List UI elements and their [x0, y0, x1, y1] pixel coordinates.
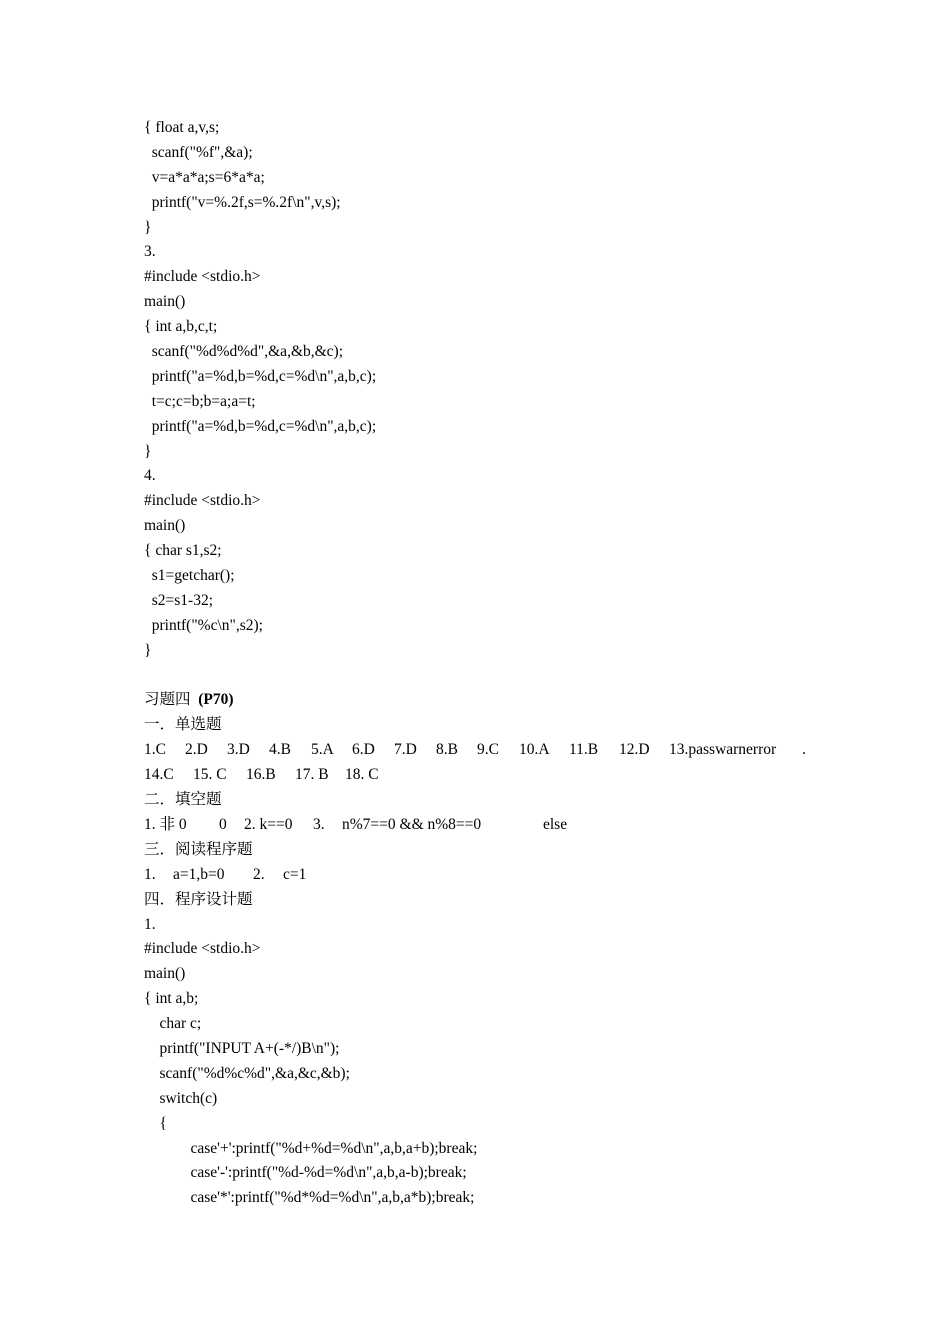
answer: 11.B — [569, 741, 599, 759]
code-line: { int a,b,c,t; — [144, 318, 218, 336]
answer: 1.C — [144, 741, 166, 759]
answer: 15. C — [193, 766, 227, 784]
code-line: case'+':printf("%d+%d=%d\n",a,b,a+b);break; — [144, 1139, 478, 1157]
exercise-heading — [144, 688, 864, 713]
code-line: scanf("%d%d%d",&a,&b,&c); — [144, 343, 344, 361]
answer: 2. — [253, 865, 265, 883]
answer: 12.D — [619, 741, 650, 759]
answer: 0 — [219, 815, 227, 833]
code-line: printf("%c\n",s2); — [144, 616, 263, 634]
code-line: scanf("%f",&a); — [144, 143, 253, 161]
answer: 16.B — [246, 766, 276, 784]
code-line: char c; — [144, 1015, 202, 1033]
code-line: v=a*a*a;s=6*a*a; — [144, 168, 265, 186]
code-line: } — [144, 218, 152, 236]
fill-answers-row — [144, 813, 864, 838]
section-2-title: 二．填空题 — [144, 791, 222, 809]
mc-answers-row-2 — [144, 763, 864, 788]
answer: 9.C — [477, 741, 499, 759]
answer: 1. 非 0 — [144, 815, 187, 833]
section-3-title: 三．阅读程序题 — [144, 840, 253, 858]
code-line: main() — [144, 517, 186, 535]
code-line: printf("a=%d,b=%d,c=%d\n",a,b,c); — [144, 367, 377, 385]
exercise-page-ref: (P70) — [198, 691, 234, 709]
item-4-label: 4. — [144, 467, 156, 485]
answer: 13.passwarnerror — [669, 741, 777, 759]
answer: 7.D — [394, 741, 417, 759]
design-item-1-label: 1. — [144, 915, 156, 933]
answer: 2. k==0 — [244, 815, 293, 833]
answer: 3.D — [227, 741, 250, 759]
code-line: t=c;c=b;b=a;a=t; — [144, 392, 256, 410]
answer: 10.A — [519, 741, 550, 759]
code-line: } — [144, 442, 152, 460]
answer: a=1,b=0 — [173, 865, 225, 883]
code-line: s1=getchar(); — [144, 567, 235, 585]
document-content — [144, 116, 864, 1211]
answer: 2.D — [185, 741, 208, 759]
code-line: #include <stdio.h> — [144, 268, 261, 286]
code-line: printf("a=%d,b=%d,c=%d\n",a,b,c); — [144, 417, 377, 435]
blank-line — [144, 664, 864, 689]
item-3-label: 3. — [144, 243, 156, 261]
code-line: { float a,v,s; — [144, 119, 220, 136]
code-line: } — [144, 641, 152, 659]
code-line: { int a,b; — [144, 990, 199, 1008]
code-line: { char s1,s2; — [144, 542, 222, 560]
read-answers-row — [144, 863, 864, 888]
code-line: case'-':printf("%d-%d=%d\n",a,b,a-b);break; — [144, 1164, 467, 1182]
answer: else — [543, 815, 568, 833]
code-line: printf("v=%.2f,s=%.2f\n",v,s); — [144, 193, 341, 211]
exercise-title: 习题四 — [144, 691, 191, 709]
answer: 1. — [144, 865, 156, 883]
answer: 4.B — [269, 741, 291, 759]
answer: 17. B — [295, 766, 329, 784]
code-line: printf("INPUT A+(-*/)B\n"); — [144, 1039, 340, 1057]
answer: 3. — [313, 815, 325, 833]
answer: . — [802, 741, 806, 759]
code-line: s2=s1-32; — [144, 591, 214, 609]
answer: n%7==0 && n%8==0 — [342, 815, 482, 833]
answer: 5.A — [311, 741, 334, 759]
code-line: #include <stdio.h> — [144, 492, 261, 510]
answer: 8.B — [436, 741, 458, 759]
answer: 6.D — [352, 741, 375, 759]
answer: 18. C — [345, 766, 379, 784]
answer: 14.C — [144, 766, 174, 784]
answer: c=1 — [283, 865, 307, 883]
code-line: switch(c) — [144, 1089, 218, 1107]
section-1-title: 一．单选题 — [144, 716, 222, 734]
code-line: case'*':printf("%d*%d=%d\n",a,b,a*b);break; — [144, 1189, 475, 1207]
code-line: main() — [144, 965, 186, 983]
mc-answers-row-1 — [144, 738, 864, 763]
code-line: { — [144, 1114, 167, 1132]
section-4-title: 四．程序设计题 — [144, 890, 253, 908]
code-line: main() — [144, 293, 186, 311]
code-line: scanf("%d%c%d",&a,&c,&b); — [144, 1064, 350, 1082]
code-line: #include <stdio.h> — [144, 940, 261, 958]
